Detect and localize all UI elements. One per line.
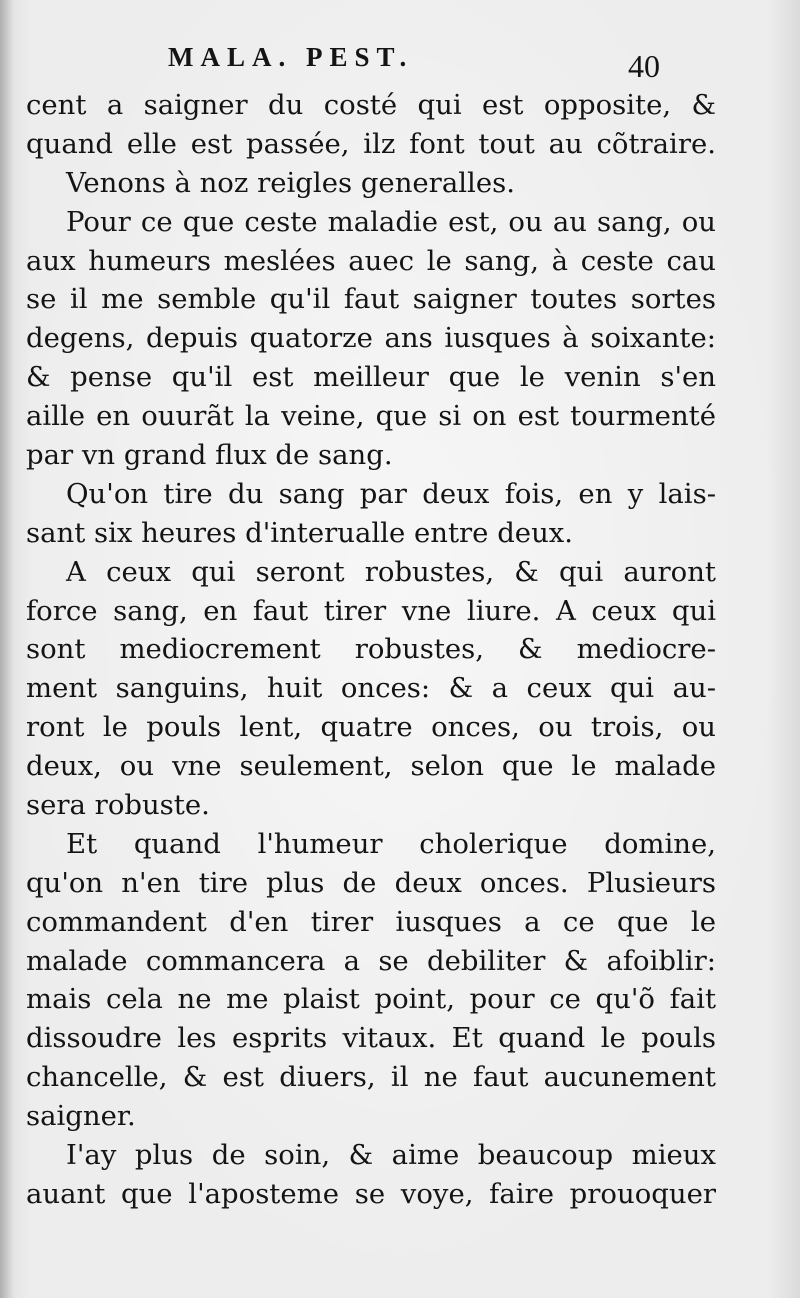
text-line: sont mediocrement robustes, & mediocre-	[26, 633, 716, 666]
text-line: saigner.	[26, 1100, 136, 1133]
text-line: cent a saigner du costé qui est opposite, &	[26, 89, 716, 121]
body-text	[26, 86, 716, 1214]
text-line: ment sanguins, huit onces: & a ceux qui au-	[26, 672, 716, 705]
text-line: Et quand l'humeur cholerique domine,	[66, 827, 716, 860]
text-line: se il me semble qu'il faut saigner toutes sortes	[26, 283, 716, 316]
gutter-shadow	[0, 0, 14, 1298]
text-line: chancelle, & est diuers, il ne faut aucunement	[26, 1061, 716, 1094]
text-line: & pense qu'il est meilleur que le venin s'en	[26, 361, 716, 394]
text-line: aille en ouurãt la veine, que si on est tourmenté	[26, 400, 716, 433]
text-line: Qu'on tire du sang par deux fois, en y lais-	[66, 477, 716, 510]
running-head-title: MALA. PEST.	[168, 42, 414, 72]
text-line: Venons à noz reigles generalles.	[66, 166, 515, 199]
text-line: auant que l'aposteme se voye, faire prouoquer	[26, 1177, 716, 1210]
text-line: A ceux qui seront robustes, & qui auront	[66, 555, 716, 588]
text-line: quand elle est passée, ilz font tout au cõtraire.	[26, 127, 716, 160]
text-line: sant six heures d'interualle entre deux.	[26, 516, 574, 549]
text-line: force sang, en faut tirer vne liure. A ceux qui	[26, 594, 716, 627]
text-line: commandent d'en tirer iusques a ce que le	[26, 905, 716, 938]
text-line: aux humeurs meslées auec le sang, à ceste cau	[26, 244, 716, 277]
text-line: par vn grand flux de sang.	[26, 439, 393, 472]
text-line: I'ay plus de soin, & aime beaucoup mieux	[66, 1139, 716, 1172]
text-line: degens, depuis quatorze ans iusques à soixante:	[26, 322, 716, 355]
text-line: ront le pouls lent, quatre onces, ou trois, ou	[26, 711, 716, 744]
text-line: deux, ou vne seulement, selon que le malade	[26, 750, 716, 783]
text-line: malade commancera a se debiliter & afoiblir:	[26, 944, 716, 977]
text-line: qu'on n'en tire plus de deux onces. Plusieurs	[26, 866, 716, 899]
text-line: Pour ce que ceste maladie est, ou au sang, ou	[66, 205, 716, 238]
running-head	[0, 42, 800, 82]
text-line: dissoudre les esprits vitaux. Et quand le pouls	[26, 1022, 716, 1055]
text-line: mais cela ne me plaist point, pour ce qu'õ fait	[26, 983, 716, 1016]
text-line: sera robuste.	[26, 789, 210, 822]
page-number: 40	[628, 48, 660, 84]
